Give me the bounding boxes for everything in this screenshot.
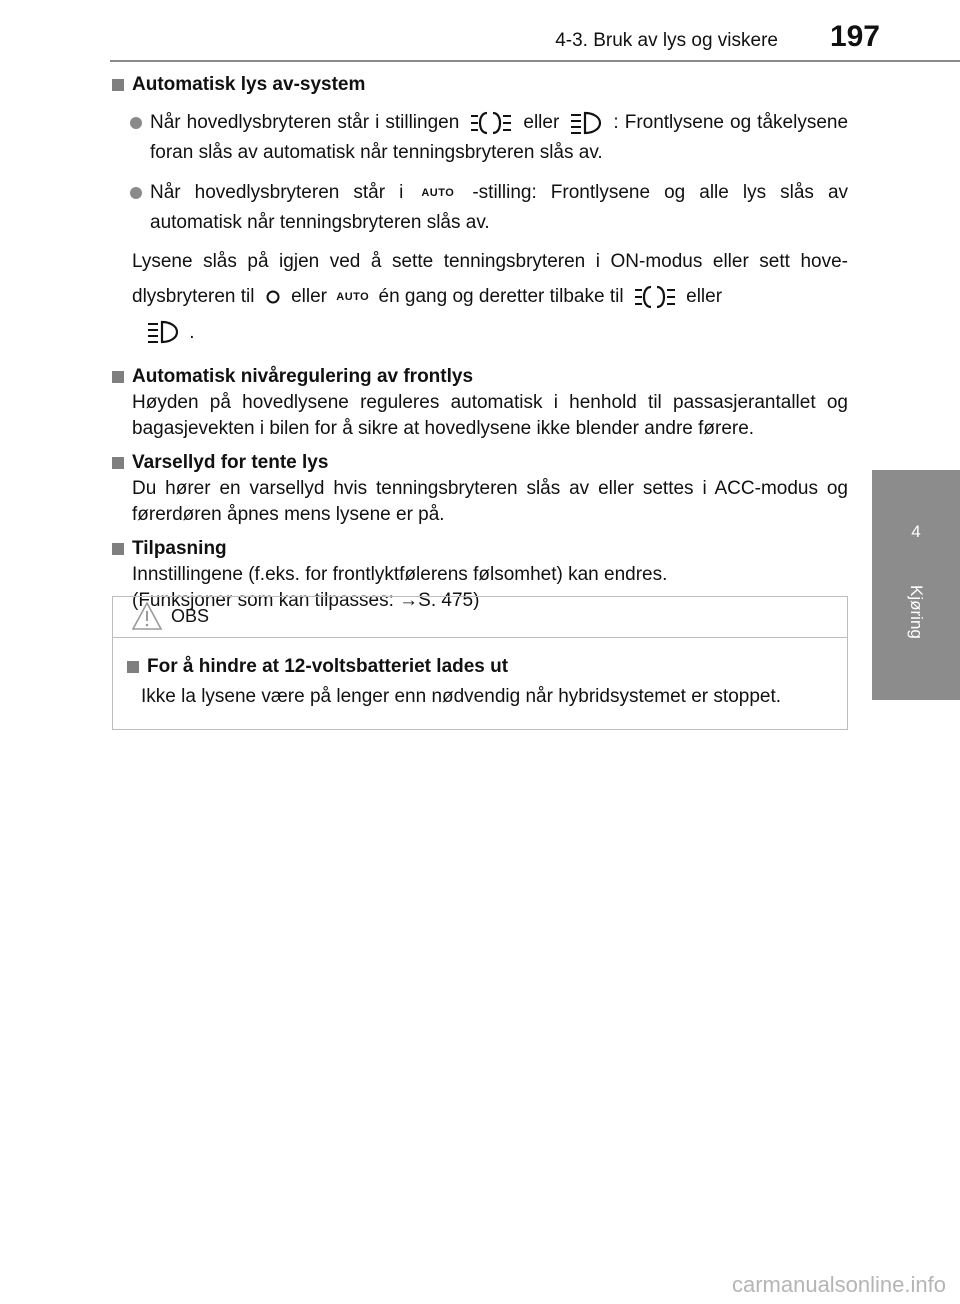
off-position-icon bbox=[264, 288, 282, 306]
page-number: 197 bbox=[829, 20, 880, 53]
page-reference-link[interactable]: S. 475) bbox=[418, 589, 480, 611]
notice-title: For å hindre at 12-voltsbatteriet lades ut bbox=[127, 654, 833, 680]
auto-icon: AUTO bbox=[336, 290, 370, 303]
arrow-icon: → bbox=[399, 589, 419, 611]
paragraph: Høyden på hovedlysene reguleres automatisk i henhold til passasjerantallet og bagasjevekten i bilen for å sikre at hovedlysene ikke blender andre førere. bbox=[132, 391, 848, 439]
notice-body bbox=[113, 638, 847, 712]
bullet-item: Når hovedlysbryteren står i stillingen eller : Frontlysene og tåkelysene foran slås av automatisk når tenningsbryteren slås av. bbox=[112, 108, 848, 168]
main-content bbox=[112, 72, 848, 614]
warning-triangle-icon bbox=[131, 601, 163, 631]
section-heading-auto-off: Automatisk lys av-system bbox=[112, 72, 848, 98]
page-header bbox=[0, 0, 960, 62]
chapter-number: 4 bbox=[911, 522, 921, 541]
chapter-tab[interactable] bbox=[872, 470, 960, 700]
paragraph: Lysene slås på igjen ved å sette tenningsbryteren i ON-modus eller sett hove-dlysbryteren til eller AUTO én gang og deretter tilbake til eller . bbox=[112, 244, 848, 349]
section-heading-leveling: Automatisk nivåregulering av frontlys bbox=[112, 364, 848, 390]
notice-header bbox=[113, 597, 847, 638]
chapter-label: Kjøring bbox=[907, 585, 926, 639]
section-title: 4-3. Bruk av lys og viskere bbox=[555, 30, 778, 51]
parking-light-icon bbox=[633, 284, 677, 310]
section-heading-warning-sound: Varsellyd for tente lys bbox=[112, 450, 848, 476]
watermark: carmanualsonline.info bbox=[731, 1272, 946, 1297]
notice-text: Ikke la lysene være på lenger enn nødvendig når hybridsystemet er stoppet. bbox=[141, 686, 782, 707]
parking-light-icon bbox=[469, 110, 513, 136]
section-heading-customization: Tilpasning bbox=[112, 536, 848, 562]
auto-icon: AUTO bbox=[421, 187, 455, 199]
paragraph: Du hører en varsellyd hvis tenningsbryteren slås av eller settes i ACC-modus og førerdøren åpnes mens lysene er på. bbox=[132, 477, 848, 525]
headlight-icon bbox=[569, 110, 603, 136]
bullet-item: Når hovedlysbryteren står i AUTO -stilling: Frontlysene og alle lys slås av automatisk når tenningsbryteren slås av. bbox=[112, 178, 848, 238]
notice-label: OBS bbox=[171, 606, 210, 626]
headlight-icon bbox=[146, 319, 180, 345]
header-divider bbox=[110, 60, 960, 62]
paragraph: (Funksjoner som kan tilpasses: →S. 475) bbox=[132, 589, 480, 611]
notice-box bbox=[112, 596, 848, 730]
paragraph: Innstillingene (f.eks. for frontlyktfølerens følsomhet) kan endres. bbox=[132, 563, 668, 585]
